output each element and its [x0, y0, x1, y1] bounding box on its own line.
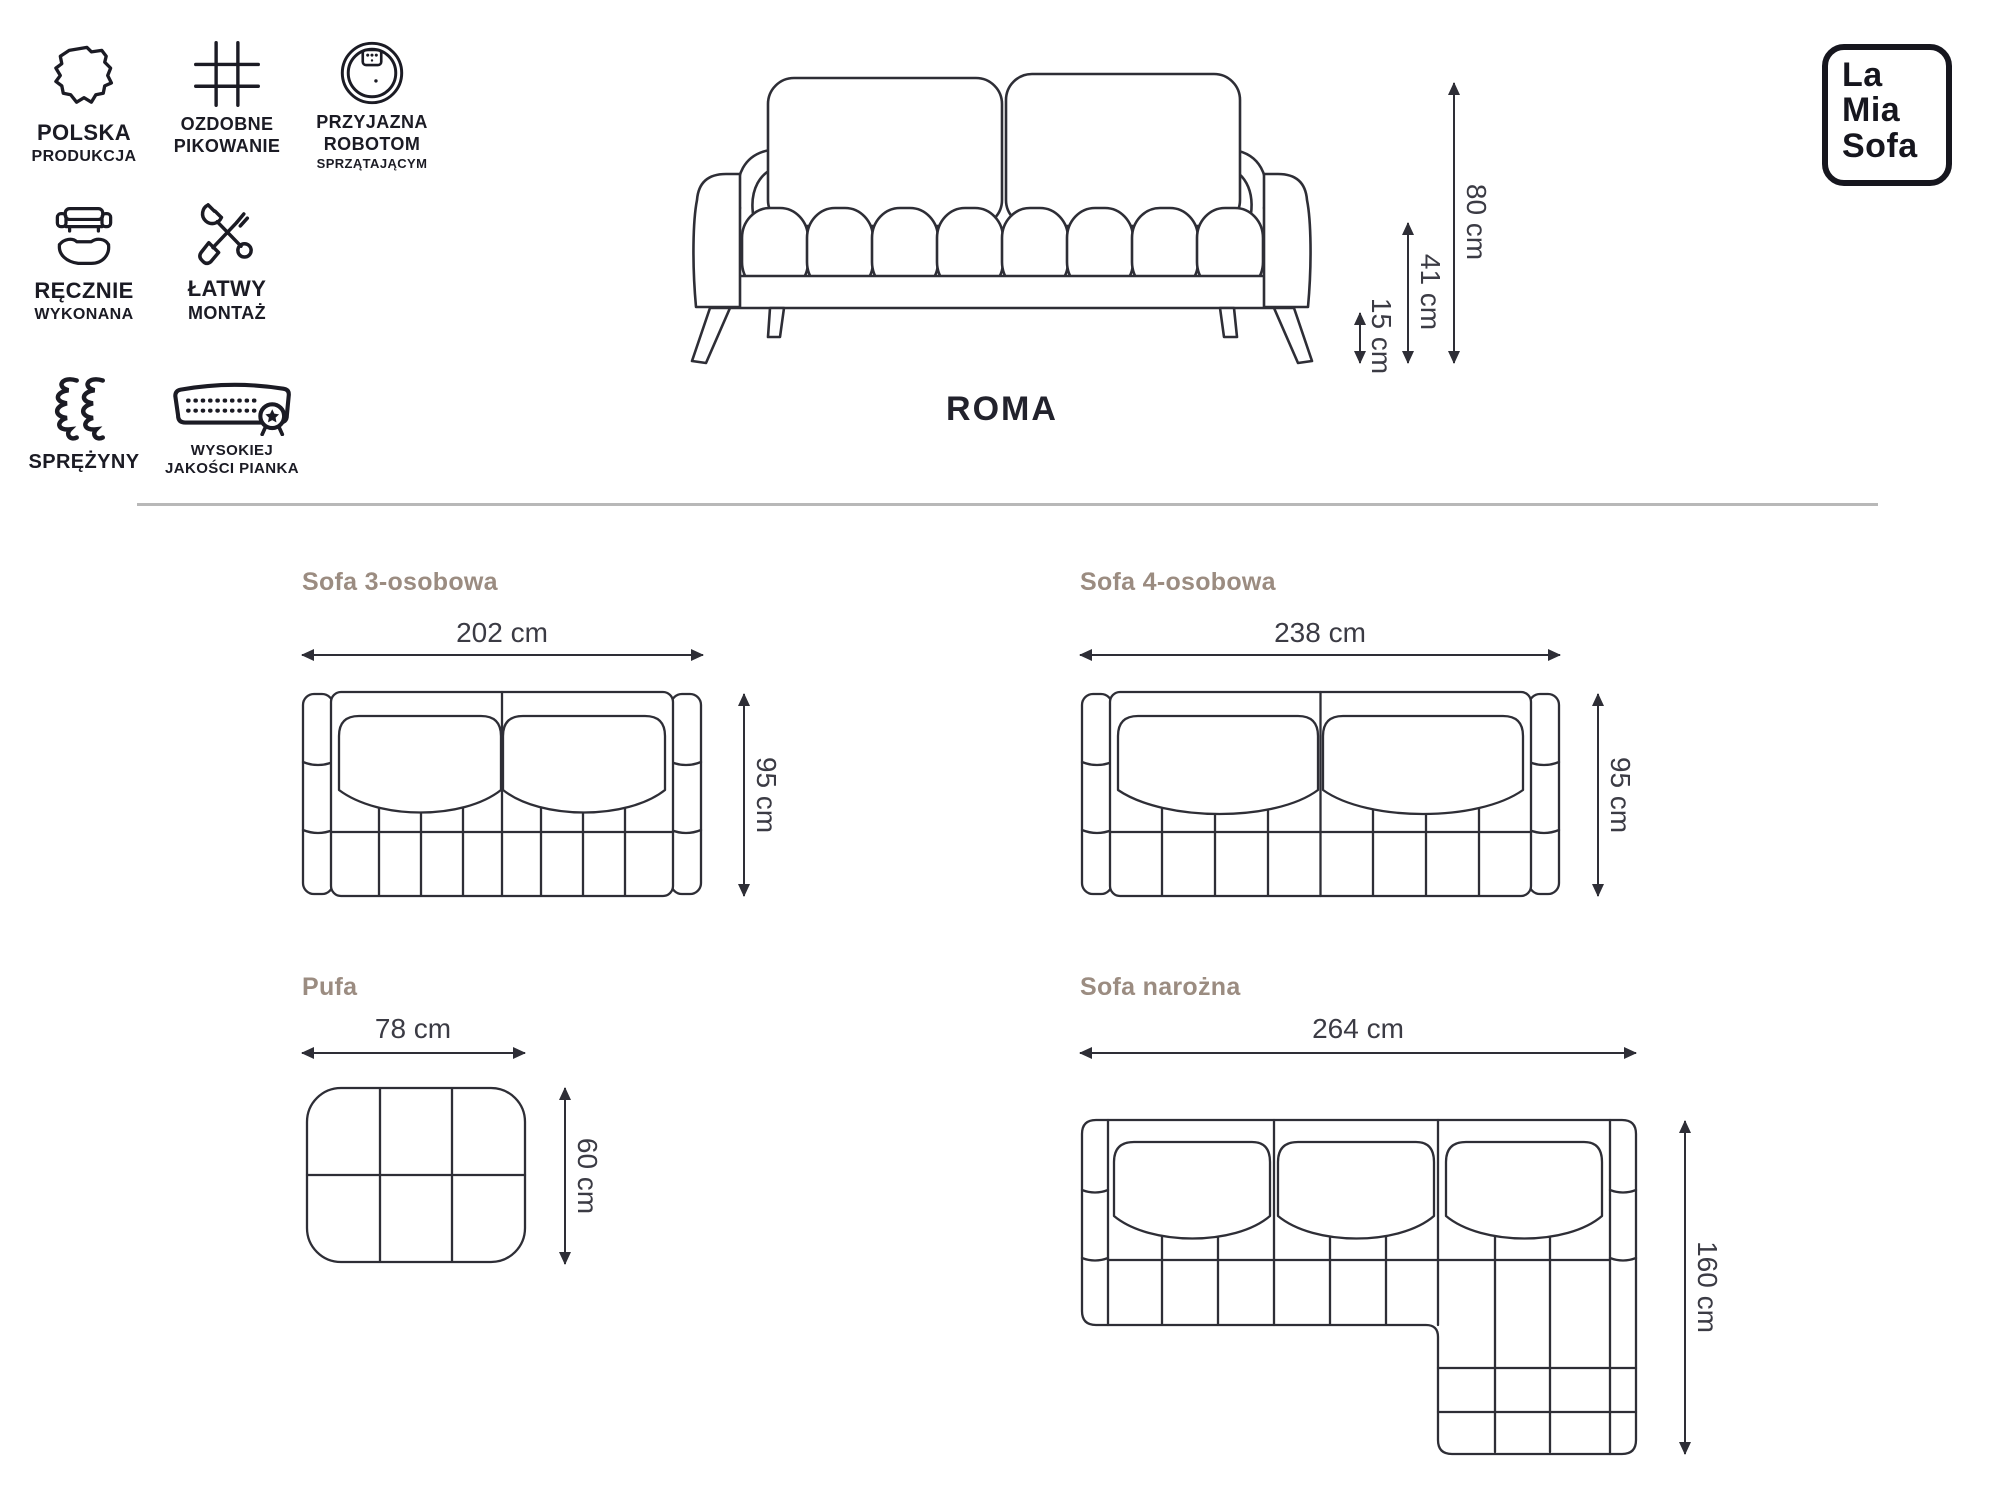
feature-label: PIKOWANIE	[173, 135, 281, 156]
dim-label-height-legs: 15 cm	[1366, 297, 1397, 375]
brand-logo-line: Mia	[1842, 91, 1901, 130]
brand-logo	[1822, 44, 1952, 186]
feature-label: OZDOBNE	[180, 114, 274, 134]
dim-arrow-pufa-width	[302, 1052, 525, 1054]
dim-label-height-total: 80 cm	[1461, 183, 1492, 261]
feature-przyjazna-robotom	[297, 40, 447, 172]
feature-label: WYSOKIEJ	[190, 442, 274, 459]
dim-arrow-height-legs	[1359, 313, 1361, 363]
dim-label-sofa3-width: 202 cm	[456, 617, 548, 648]
quilting-grid-icon	[193, 40, 261, 108]
sofa4-top-view-drawing	[1080, 690, 1561, 898]
brand-logo-line: Sofa	[1842, 126, 1918, 165]
feature-label: POLSKA	[36, 120, 132, 145]
feature-label: PRZYJAZNA	[316, 112, 428, 132]
narozna-top-view-drawing	[1080, 1118, 1638, 1456]
dim-arrow-narozna-depth	[1684, 1121, 1686, 1454]
dim-label-sofa3-depth: 95 cm	[751, 756, 782, 834]
feature-label: SPRZĄTAJĄCYM	[316, 155, 428, 171]
feature-label: PRODUKCJA	[31, 147, 137, 165]
feature-polska-produkcja	[9, 40, 159, 166]
dim-label-narozna-depth: 160 cm	[1692, 1241, 1723, 1333]
feature-label: MONTAŻ	[187, 302, 267, 323]
feature-ozdobne-pikowanie	[152, 40, 302, 158]
poland-map-icon	[47, 40, 121, 114]
dim-label-height-seat: 41 cm	[1415, 253, 1446, 331]
feature-wysokiej-jakosci-pianka	[157, 378, 307, 479]
dim-label-pufa-depth: 60 cm	[572, 1137, 603, 1215]
feature-label: ROBOTOM	[323, 133, 421, 154]
dim-label-narozna-width: 264 cm	[1312, 1013, 1404, 1044]
brand-logo-line: La	[1842, 56, 1883, 94]
feature-label: JAKOŚCI PIANKA	[165, 460, 299, 478]
dim-arrow-height-total	[1453, 83, 1455, 363]
dim-arrow-sofa4-width	[1080, 654, 1560, 656]
section-divider	[137, 503, 1878, 506]
product-name: ROMA	[946, 390, 1058, 428]
springs-icon	[51, 374, 117, 444]
dim-arrow-height-seat	[1407, 223, 1409, 363]
dim-label-sofa4-width: 238 cm	[1274, 617, 1366, 648]
dim-label-sofa4-depth: 95 cm	[1605, 756, 1636, 834]
dim-label-pufa-width: 78 cm	[374, 1013, 452, 1044]
variant-title-narozna: Sofa narożna	[1080, 973, 1241, 1001]
feature-latwy-montaz	[152, 200, 302, 325]
robot-vacuum-icon	[339, 40, 405, 106]
feature-label: SPRĘŻYNY	[28, 451, 140, 473]
feature-label: WYKONANA	[34, 305, 134, 323]
sofa-front-view-drawing	[672, 58, 1332, 368]
feature-label: ŁATWY	[187, 276, 267, 301]
variant-title-pufa: Pufa	[302, 973, 358, 1001]
dim-arrow-sofa3-depth	[743, 694, 745, 896]
foam-quality-icon	[168, 378, 296, 436]
dim-arrow-sofa3-width	[302, 654, 703, 656]
dim-arrow-sofa4-depth	[1597, 694, 1599, 896]
pufa-top-view-drawing	[304, 1085, 528, 1265]
handmade-icon	[48, 200, 120, 272]
feature-sprezyny	[9, 374, 159, 474]
feature-label: RĘCZNIE	[34, 278, 134, 303]
tools-icon	[192, 200, 262, 270]
sofa3-top-view-drawing	[301, 690, 703, 898]
variant-title-sofa4: Sofa 4-osobowa	[1080, 568, 1276, 596]
dim-arrow-pufa-depth	[564, 1088, 566, 1264]
variant-title-sofa3: Sofa 3-osobowa	[302, 568, 498, 596]
dim-arrow-narozna-width	[1080, 1052, 1636, 1054]
feature-recznie-wykonana	[9, 200, 159, 324]
